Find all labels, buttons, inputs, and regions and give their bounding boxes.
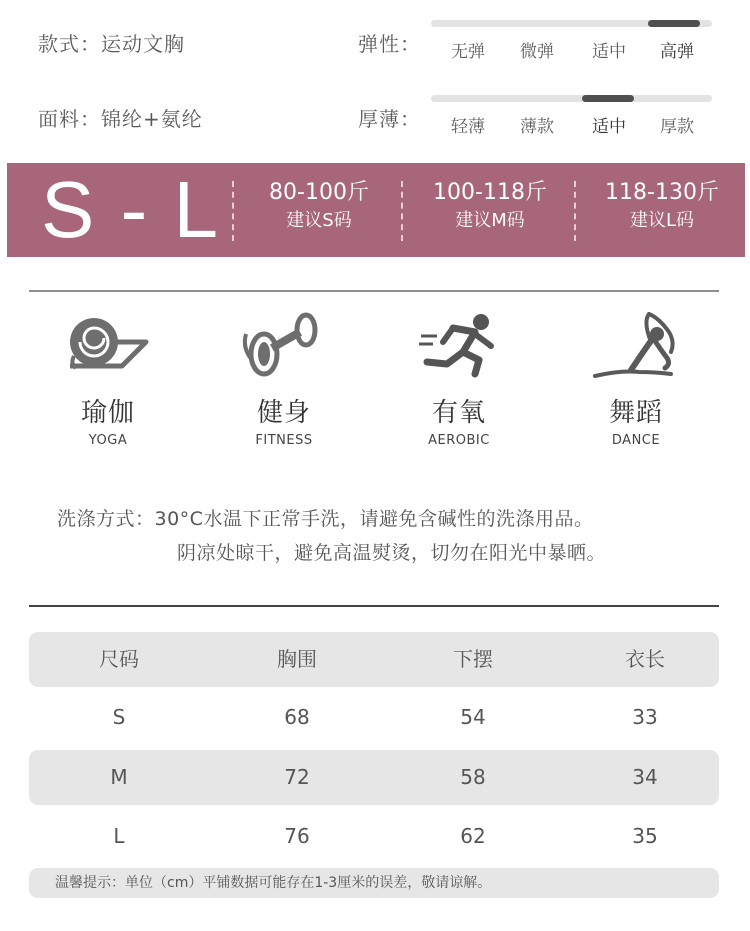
- weight-range: 100-118斤: [433, 180, 547, 205]
- activity-label: 健身: [256, 398, 311, 428]
- thickness-option: 轻薄: [451, 117, 485, 137]
- thickness-option: 薄款: [520, 117, 554, 137]
- thickness-scale-track: [431, 95, 712, 102]
- activity-sub-label: YOGA: [88, 433, 128, 448]
- table-cell: 62: [460, 824, 486, 848]
- style-label: 款式：运动文胸: [38, 32, 185, 56]
- elasticity-option: 适中: [592, 42, 626, 62]
- suggested-size: 建议S码: [286, 210, 352, 231]
- thickness-label: 厚薄：: [358, 107, 421, 131]
- activity-dance: [561, 312, 711, 448]
- activity-label: 舞蹈: [608, 398, 663, 428]
- thickness-scale-marker: [582, 95, 634, 102]
- banner-divider: [574, 181, 576, 241]
- weight-range: 80-100斤: [269, 180, 369, 205]
- size-m-suggestion: [406, 179, 574, 235]
- banner-divider: [232, 181, 234, 241]
- dancer-icon: [591, 312, 681, 378]
- activity-aerobic: [384, 312, 534, 448]
- weight-range: 118-130斤: [605, 180, 719, 205]
- table-cell: 33: [632, 705, 658, 729]
- size-banner: [7, 163, 745, 257]
- suggested-size: 建议L码: [629, 210, 695, 231]
- activity-label: 有氧: [431, 398, 486, 428]
- size-range: S - L: [41, 165, 220, 254]
- elasticity-scale-marker: [648, 20, 700, 27]
- activity-sub-label: FITNESS: [255, 433, 313, 448]
- activity-yoga: [33, 312, 183, 448]
- activity-sub-label: DANCE: [611, 433, 661, 448]
- elasticity-scale-track: [431, 20, 712, 27]
- runner-icon: [417, 312, 501, 378]
- section-divider: [29, 605, 719, 607]
- banner-divider: [401, 181, 403, 241]
- table-cell: L: [113, 824, 125, 848]
- activity-fitness: [209, 312, 359, 448]
- table-header-cell: 尺码: [99, 647, 139, 671]
- table-cell: 54: [460, 705, 486, 729]
- elasticity-option-selected: 高弹: [660, 42, 694, 62]
- elasticity-option: 微弹: [520, 42, 554, 62]
- measurement-note: 温馨提示：单位（cm）平铺数据可能存在1-3厘米的误差，敬请谅解。: [29, 868, 719, 898]
- table-cell: M: [110, 765, 128, 789]
- drying-instructions: 阴凉处晾干，避免高温熨烫，切勿在阳光中暴晒。: [177, 542, 607, 564]
- table-row: [29, 690, 719, 745]
- activity-label: 瑜伽: [80, 398, 135, 428]
- table-cell: 34: [632, 765, 658, 789]
- table-row: [29, 750, 719, 805]
- elasticity-option: 无弹: [451, 42, 485, 62]
- dumbbell-icon: [242, 312, 326, 378]
- table-header-cell: 衣长: [625, 647, 665, 671]
- table-cell: 76: [284, 824, 310, 848]
- table-cell: 72: [284, 765, 310, 789]
- elasticity-label: 弹性：: [358, 32, 421, 56]
- table-cell: S: [112, 705, 126, 729]
- table-header-cell: 胸围: [277, 647, 317, 671]
- section-divider: [29, 290, 719, 292]
- table-cell: 68: [284, 705, 310, 729]
- table-cell: 35: [632, 824, 658, 848]
- table-header-cell: 下摆: [453, 647, 493, 671]
- table-cell: 58: [460, 765, 486, 789]
- thickness-option-selected: 适中: [592, 117, 626, 137]
- thickness-option: 厚款: [660, 117, 694, 137]
- table-row: [29, 809, 719, 864]
- activity-sub-label: AEROBIC: [428, 433, 490, 448]
- yoga-mat-icon: [66, 312, 150, 378]
- size-s-suggestion: [237, 179, 401, 235]
- size-l-suggestion: [579, 179, 745, 235]
- table-header-row: [29, 632, 719, 687]
- fabric-label: 面料：锦纶+氨纶: [38, 107, 203, 131]
- washing-instructions: 洗涤方式：30°C水温下正常手洗，请避免含碱性的洗涤用品。: [57, 508, 594, 530]
- suggested-size: 建议M码: [455, 210, 525, 231]
